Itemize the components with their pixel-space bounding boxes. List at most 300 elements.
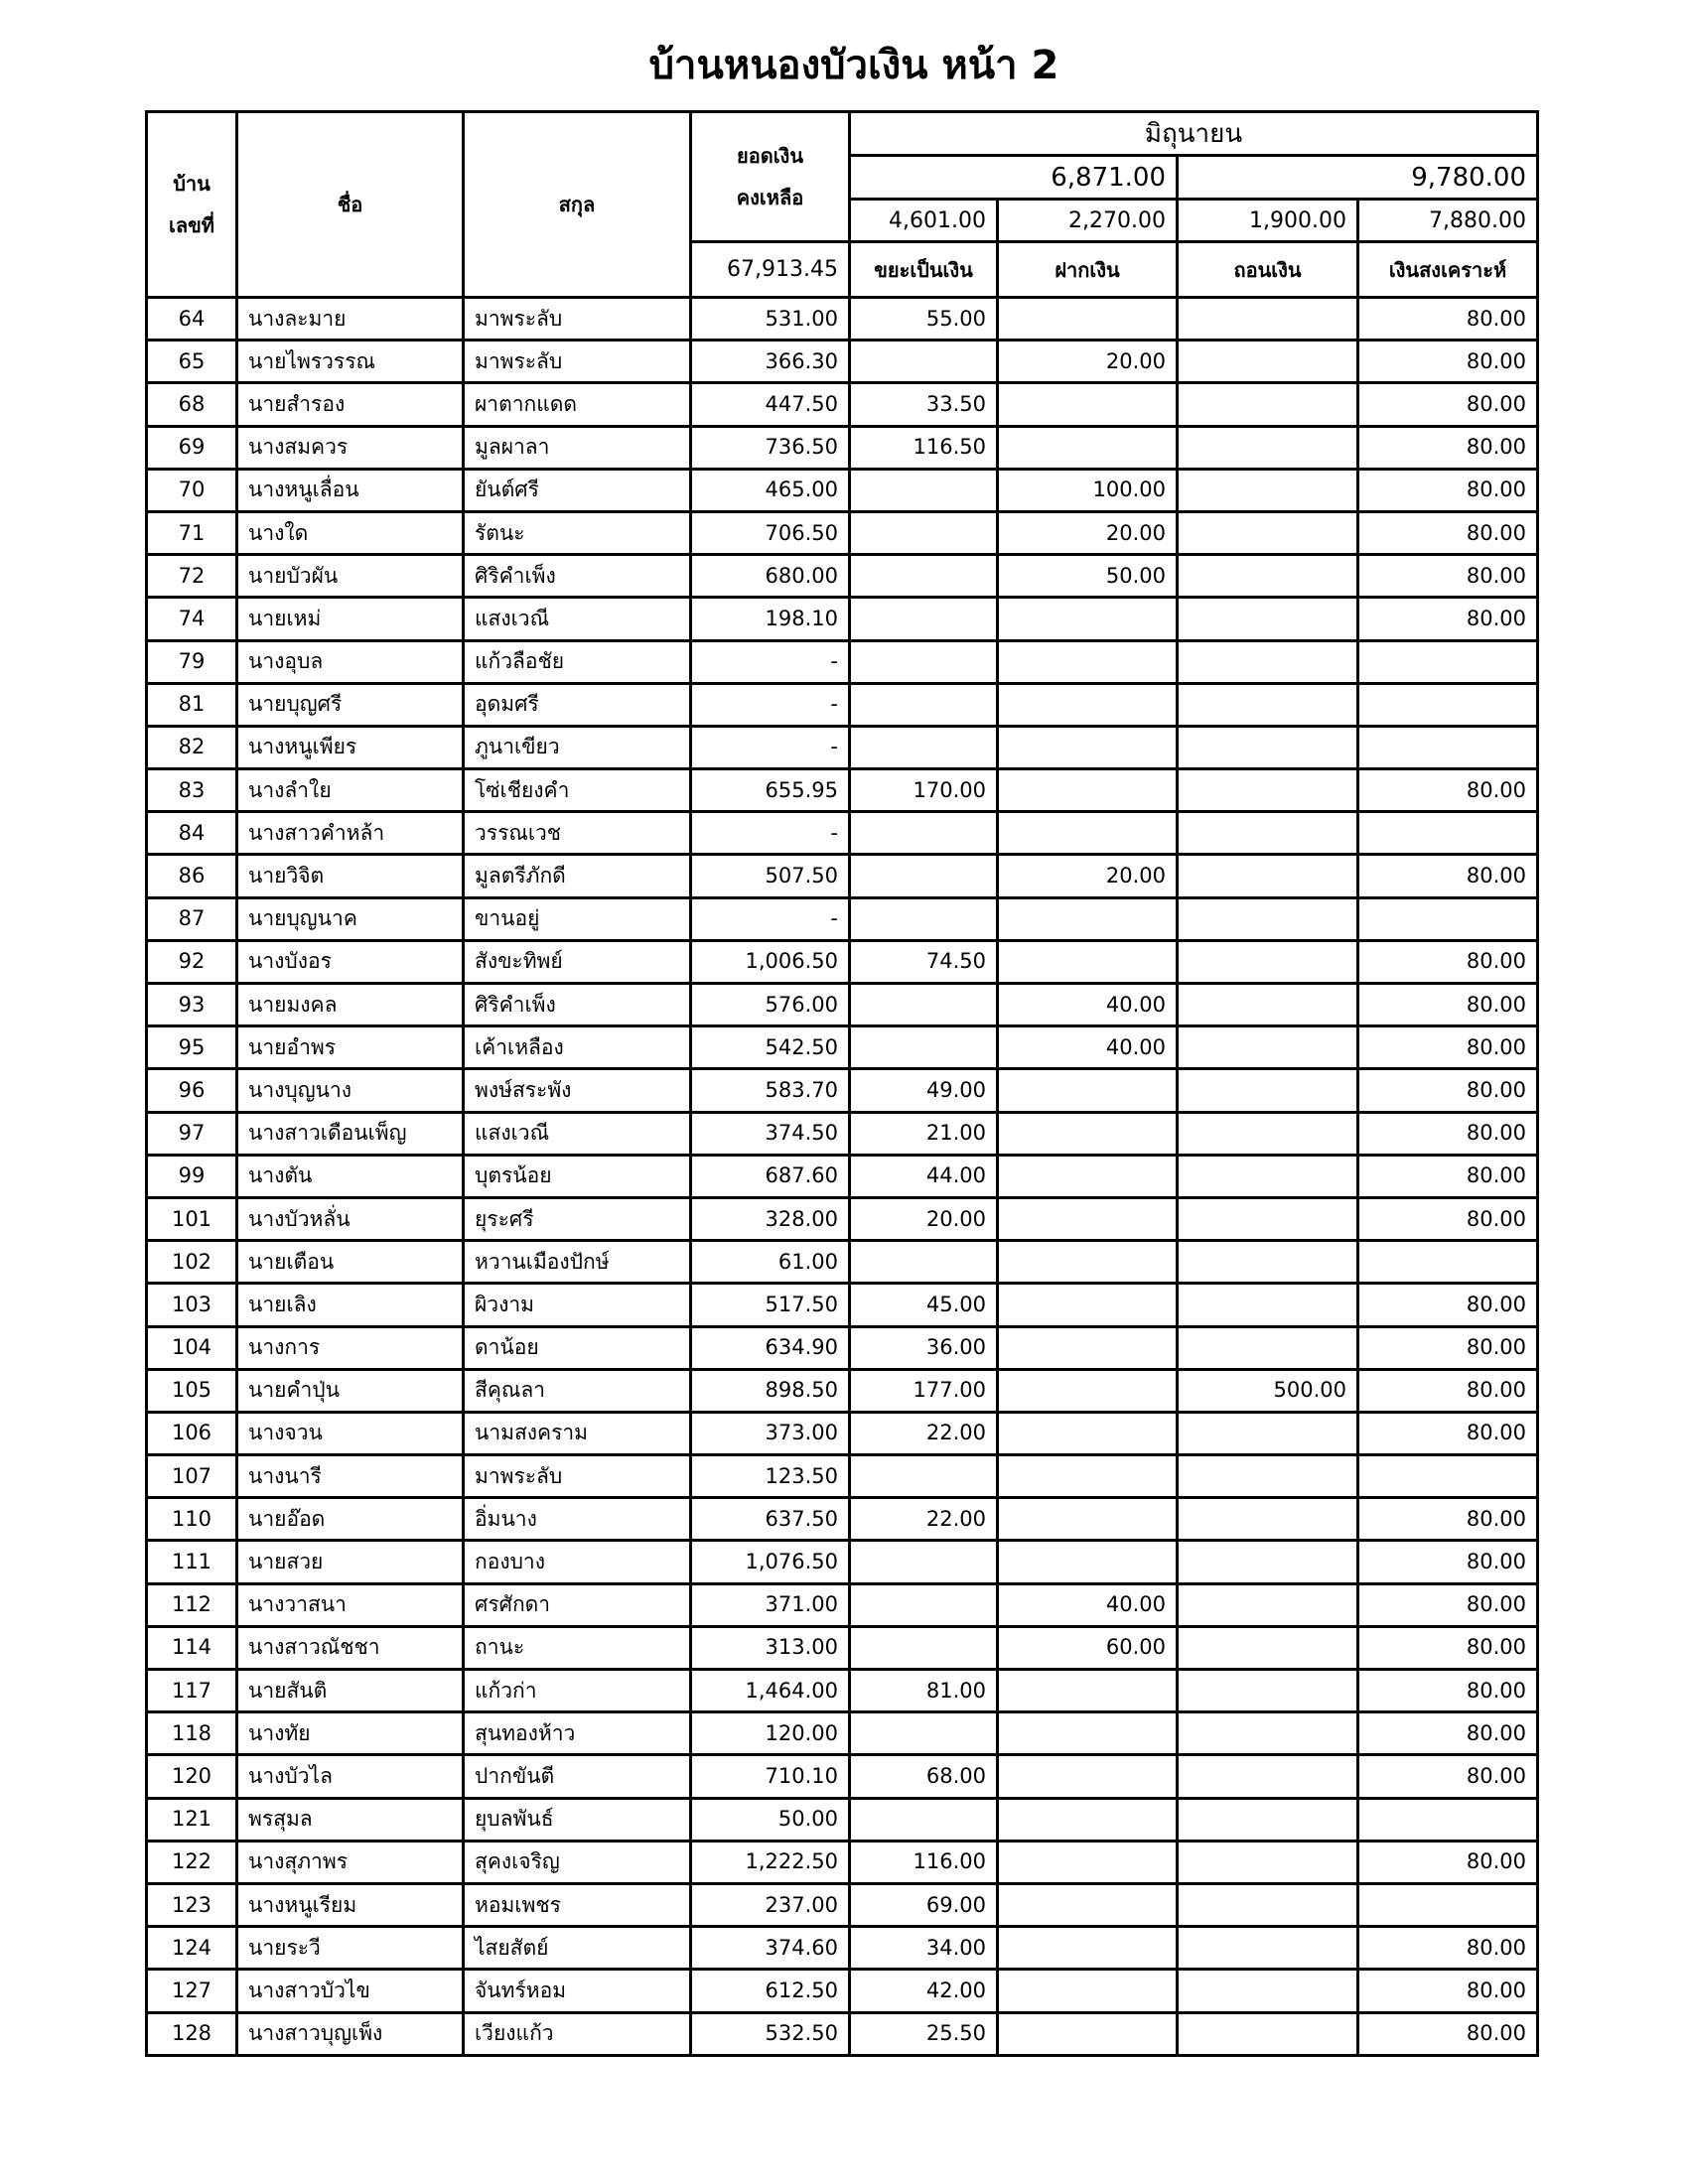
withdraw-cell	[1178, 1927, 1358, 1970]
waste-cell: 22.00	[850, 1412, 998, 1454]
table-row	[147, 469, 1538, 511]
welfare-cell: 80.00	[1358, 984, 1538, 1026]
name-cell: นางสาวบัวไข	[237, 1970, 464, 2012]
welfare-cell: 80.00	[1358, 1670, 1538, 1712]
waste-cell	[850, 1583, 998, 1626]
house-number-cell: 106	[147, 1412, 237, 1454]
withdraw-cell	[1178, 1498, 1358, 1541]
welfare-cell	[1358, 1455, 1538, 1498]
table-row	[147, 769, 1538, 812]
deposit-cell: 20.00	[998, 855, 1178, 897]
table-row	[147, 984, 1538, 1026]
deposit-cell	[998, 1927, 1178, 1970]
house-number-cell: 99	[147, 1155, 237, 1197]
waste-cell: 22.00	[850, 1498, 998, 1541]
house-number-cell: 112	[147, 1583, 237, 1626]
name-cell: นางสุภาพร	[237, 1841, 464, 1883]
waste-cell	[850, 1026, 998, 1069]
waste-cell	[850, 1626, 998, 1669]
house-number-cell: 97	[147, 1112, 237, 1155]
welfare-cell: 80.00	[1358, 1026, 1538, 1069]
withdraw-cell	[1178, 812, 1358, 855]
withdraw-cell	[1178, 855, 1358, 897]
waste-cell	[850, 1541, 998, 1583]
balance-cell: 120.00	[691, 1712, 850, 1755]
name-header: ชื่อ	[237, 112, 464, 298]
surname-cell: แสงเวณี	[464, 1112, 691, 1155]
balance-cell: -	[691, 726, 850, 768]
withdraw-cell	[1178, 640, 1358, 683]
withdraw-cell	[1178, 1626, 1358, 1669]
balance-cell: 706.50	[691, 511, 850, 554]
withdraw-cell	[1178, 1112, 1358, 1155]
surname-cell: มูลตรีภักดี	[464, 855, 691, 897]
table-row	[147, 1369, 1538, 1412]
deposit-cell	[998, 726, 1178, 768]
deposit-cell	[998, 1069, 1178, 1112]
balance-cell: 1,076.50	[691, 1541, 850, 1583]
house-number-cell: 111	[147, 1541, 237, 1583]
welfare-cell	[1358, 640, 1538, 683]
balance-cell: 583.70	[691, 1069, 850, 1112]
name-cell: นางสาวบุญเพ็ง	[237, 2012, 464, 2055]
table-row	[147, 1798, 1538, 1841]
welfare-cell: 80.00	[1358, 1155, 1538, 1197]
deposit-cell	[998, 298, 1178, 341]
surname-cell: ศรศักดา	[464, 1583, 691, 1626]
welfare-cell: 80.00	[1358, 769, 1538, 812]
name-cell: นางตัน	[237, 1155, 464, 1197]
deposit-cell	[998, 1712, 1178, 1755]
welfare-cell	[1358, 683, 1538, 726]
house-number-cell: 81	[147, 683, 237, 726]
withdraw-cell	[1178, 1197, 1358, 1240]
surname-cell: ผาตากแดด	[464, 383, 691, 426]
welfare-cell: 80.00	[1358, 298, 1538, 341]
table-header	[147, 112, 1538, 298]
withdraw-cell	[1178, 1970, 1358, 2012]
deposit-cell	[998, 640, 1178, 683]
waste-cell: 170.00	[850, 769, 998, 812]
name-cell: นางใด	[237, 511, 464, 554]
name-cell: พรสุมล	[237, 1798, 464, 1841]
balance-cell: 374.60	[691, 1927, 850, 1970]
surname-cell: พงษ์สระพัง	[464, 1069, 691, 1112]
balance-cell: 1,222.50	[691, 1841, 850, 1883]
balance-cell: 61.00	[691, 1241, 850, 1284]
surname-cell: มาพระลับ	[464, 1455, 691, 1498]
withdraw-cell	[1178, 555, 1358, 598]
deposit-cell	[998, 1241, 1178, 1284]
waste-cell	[850, 598, 998, 640]
surname-cell: สุนทองห้าว	[464, 1712, 691, 1755]
balance-cell: 313.00	[691, 1626, 850, 1669]
table-row	[147, 2012, 1538, 2055]
table-row	[147, 812, 1538, 855]
waste-cell: 74.50	[850, 940, 998, 983]
waste-cell: 81.00	[850, 1670, 998, 1712]
waste-cell: 21.00	[850, 1112, 998, 1155]
withdraw-cell	[1178, 511, 1358, 554]
welfare-cell: 80.00	[1358, 1069, 1538, 1112]
surname-cell: ดาน้อย	[464, 1326, 691, 1369]
balance-cell: 710.10	[691, 1755, 850, 1798]
deposit-cell	[998, 1284, 1178, 1326]
balance-cell: 517.50	[691, 1284, 850, 1326]
name-cell: นายคำปุ่น	[237, 1369, 464, 1412]
surname-cell: แก้วก่า	[464, 1670, 691, 1712]
welfare-cell: 80.00	[1358, 1970, 1538, 2012]
balance-cell: 1,006.50	[691, 940, 850, 983]
balance-cell: 687.60	[691, 1155, 850, 1197]
welfare-cell	[1358, 1883, 1538, 1926]
withdraw-header: ถอนเงิน	[1178, 242, 1358, 298]
withdraw-cell	[1178, 726, 1358, 768]
name-cell: นางการ	[237, 1326, 464, 1369]
waste-cell: 36.00	[850, 1326, 998, 1369]
name-cell: นางสาวคำหล้า	[237, 812, 464, 855]
balance-cell: 655.95	[691, 769, 850, 812]
deposit-cell	[998, 1326, 1178, 1369]
house-number-cell: 69	[147, 426, 237, 469]
surname-cell: ยุระศรี	[464, 1197, 691, 1240]
house-number-cell: 79	[147, 640, 237, 683]
house-number-cell: 95	[147, 1026, 237, 1069]
table-row	[147, 1626, 1538, 1669]
house-number-header-line1: บ้าน	[173, 172, 211, 196]
house-number-cell: 105	[147, 1369, 237, 1412]
deposit-cell	[998, 2012, 1178, 2055]
surname-cell: นามสงคราม	[464, 1412, 691, 1454]
name-cell: นางละมาย	[237, 298, 464, 341]
waste-cell: 20.00	[850, 1197, 998, 1240]
welfare-cell: 80.00	[1358, 1197, 1538, 1240]
name-cell: นางนารี	[237, 1455, 464, 1498]
savings-ledger-table	[145, 110, 1539, 2057]
header-row-month	[147, 112, 1538, 156]
welfare-cell: 80.00	[1358, 1369, 1538, 1412]
withdraw-total: 1,900.00	[1178, 200, 1358, 242]
balance-cell: 531.00	[691, 298, 850, 341]
waste-cell	[850, 897, 998, 940]
surname-cell: ศิริคำเพ็ง	[464, 555, 691, 598]
balance-cell: -	[691, 812, 850, 855]
balance-cell: 328.00	[691, 1197, 850, 1240]
deposit-cell: 40.00	[998, 984, 1178, 1026]
house-number-cell: 71	[147, 511, 237, 554]
table-row	[147, 511, 1538, 554]
name-cell: นายเลิง	[237, 1284, 464, 1326]
deposit-cell: 60.00	[998, 1626, 1178, 1669]
welfare-cell: 80.00	[1358, 383, 1538, 426]
table-row	[147, 598, 1538, 640]
welfare-cell: 80.00	[1358, 1326, 1538, 1369]
name-cell: นายสวย	[237, 1541, 464, 1583]
withdraw-cell	[1178, 940, 1358, 983]
welfare-cell: 80.00	[1358, 1112, 1538, 1155]
house-number-cell: 93	[147, 984, 237, 1026]
withdraw-cell	[1178, 984, 1358, 1026]
waste-cell: 42.00	[850, 1970, 998, 2012]
balance-cell: 447.50	[691, 383, 850, 426]
surname-cell: ยุบลพันธ์	[464, 1798, 691, 1841]
deposit-cell	[998, 812, 1178, 855]
table-row	[147, 1755, 1538, 1798]
waste-cell: 45.00	[850, 1284, 998, 1326]
name-cell: นายวิจิต	[237, 855, 464, 897]
waste-cell: 116.00	[850, 1841, 998, 1883]
surname-cell: แสงเวณี	[464, 598, 691, 640]
withdraw-cell	[1178, 1326, 1358, 1369]
waste-cell: 68.00	[850, 1755, 998, 1798]
surname-cell: ขานอยู่	[464, 897, 691, 940]
balance-cell: -	[691, 640, 850, 683]
waste-cell: 44.00	[850, 1155, 998, 1197]
welfare-cell: 80.00	[1358, 426, 1538, 469]
withdraw-cell: 500.00	[1178, 1369, 1358, 1412]
welfare-cell: 80.00	[1358, 855, 1538, 897]
house-number-cell: 103	[147, 1284, 237, 1326]
balance-cell: 576.00	[691, 984, 850, 1026]
balance-cell: 374.50	[691, 1112, 850, 1155]
table-row	[147, 855, 1538, 897]
deposit-total: 2,270.00	[998, 200, 1178, 242]
surname-cell: โซ่เชียงคำ	[464, 769, 691, 812]
table-row	[147, 640, 1538, 683]
table-row	[147, 1026, 1538, 1069]
welfare-cell: 80.00	[1358, 1583, 1538, 1626]
house-number-cell: 114	[147, 1626, 237, 1669]
balance-cell: 634.90	[691, 1326, 850, 1369]
welfare-cell	[1358, 1241, 1538, 1284]
deposit-cell	[998, 1670, 1178, 1712]
table-row	[147, 683, 1538, 726]
name-cell: นางหนูเพียร	[237, 726, 464, 768]
withdraw-cell	[1178, 298, 1358, 341]
name-cell: นางบัวไล	[237, 1755, 464, 1798]
table-row	[147, 1841, 1538, 1883]
house-number-cell: 65	[147, 341, 237, 383]
surname-cell: มาพระลับ	[464, 298, 691, 341]
surname-cell: อุดมศรี	[464, 683, 691, 726]
surname-cell: จันทร์หอม	[464, 1970, 691, 2012]
table-row	[147, 341, 1538, 383]
house-number-cell: 124	[147, 1927, 237, 1970]
withdraw-cell	[1178, 769, 1358, 812]
surname-cell: สีคุณลา	[464, 1369, 691, 1412]
balance-cell: 736.50	[691, 426, 850, 469]
table-row	[147, 298, 1538, 341]
name-cell: นางจวน	[237, 1412, 464, 1454]
waste-cell: 69.00	[850, 1883, 998, 1926]
house-number-cell: 118	[147, 1712, 237, 1755]
house-number-cell: 87	[147, 897, 237, 940]
table-body	[147, 298, 1538, 2056]
balance-header-line2: คงเหลือ	[736, 186, 804, 209]
deposit-cell	[998, 1197, 1178, 1240]
name-cell: นายสันติ	[237, 1670, 464, 1712]
welfare-cell: 80.00	[1358, 1498, 1538, 1541]
welfare-cell	[1358, 726, 1538, 768]
house-number-header-line2: เลขที่	[169, 213, 214, 237]
table-row	[147, 1455, 1538, 1498]
deposit-cell	[998, 1498, 1178, 1541]
table-row	[147, 897, 1538, 940]
house-number-cell: 110	[147, 1498, 237, 1541]
name-cell: นางหนูเรียม	[237, 1883, 464, 1926]
table-row	[147, 1284, 1538, 1326]
deposit-cell: 50.00	[998, 555, 1178, 598]
waste-cell	[850, 984, 998, 1026]
balance-cell: 542.50	[691, 1026, 850, 1069]
house-number-cell: 122	[147, 1841, 237, 1883]
table-row	[147, 1069, 1538, 1112]
name-cell: นางทัย	[237, 1712, 464, 1755]
withdraw-cell	[1178, 1712, 1358, 1755]
table-row	[147, 426, 1538, 469]
waste-cell	[850, 683, 998, 726]
name-cell: นางบังอร	[237, 940, 464, 983]
waste-cell: 34.00	[850, 1927, 998, 1970]
withdraw-cell	[1178, 598, 1358, 640]
table-row	[147, 940, 1538, 983]
name-cell: นายอ๊อด	[237, 1498, 464, 1541]
waste-cell	[850, 555, 998, 598]
welfare-cell: 80.00	[1358, 1541, 1538, 1583]
house-number-cell: 83	[147, 769, 237, 812]
surname-cell: เค้าเหลือง	[464, 1026, 691, 1069]
house-number-cell: 127	[147, 1970, 237, 2012]
welfare-header: เงินสงเคราะห์	[1358, 242, 1538, 298]
welfare-cell: 80.00	[1358, 555, 1538, 598]
surname-cell: ไสยสัตย์	[464, 1927, 691, 1970]
welfare-cell: 80.00	[1358, 940, 1538, 983]
surname-cell: วรรณเวช	[464, 812, 691, 855]
surname-cell: บุตรน้อย	[464, 1155, 691, 1197]
house-number-cell: 86	[147, 855, 237, 897]
welfare-cell: 80.00	[1358, 469, 1538, 511]
surname-cell: ถานะ	[464, 1626, 691, 1669]
deposit-cell	[998, 1541, 1178, 1583]
deposit-cell: 100.00	[998, 469, 1178, 511]
withdraw-cell	[1178, 683, 1358, 726]
balance-cell: -	[691, 897, 850, 940]
name-cell: นางหนูเลื่อน	[237, 469, 464, 511]
surname-cell: ยันต์ศรี	[464, 469, 691, 511]
welfare-cell: 80.00	[1358, 1284, 1538, 1326]
deposit-cell	[998, 1112, 1178, 1155]
surname-cell: มาพระลับ	[464, 341, 691, 383]
waste-cell	[850, 726, 998, 768]
table-row	[147, 1583, 1538, 1626]
name-cell: นายเตือน	[237, 1241, 464, 1284]
withdraw-cell	[1178, 1026, 1358, 1069]
deposit-cell	[998, 1155, 1178, 1197]
withdraw-cell	[1178, 2012, 1358, 2055]
balance-cell: 465.00	[691, 469, 850, 511]
welfare-cell: 80.00	[1358, 511, 1538, 554]
house-number-cell: 107	[147, 1455, 237, 1498]
house-number-cell: 68	[147, 383, 237, 426]
name-cell: นางบัวหลั่น	[237, 1197, 464, 1240]
welfare-cell: 80.00	[1358, 598, 1538, 640]
house-number-cell: 120	[147, 1755, 237, 1798]
waste-cell	[850, 1455, 998, 1498]
withdraw-cell	[1178, 1541, 1358, 1583]
welfare-cell	[1358, 812, 1538, 855]
surname-cell: สังขะทิพย์	[464, 940, 691, 983]
deposit-cell	[998, 383, 1178, 426]
withdraw-cell	[1178, 426, 1358, 469]
withdraw-cell	[1178, 469, 1358, 511]
name-cell: นางบุญนาง	[237, 1069, 464, 1112]
house-number-cell: 102	[147, 1241, 237, 1284]
name-cell: นางสาวเดือนเพ็ญ	[237, 1112, 464, 1155]
house-number-cell: 72	[147, 555, 237, 598]
withdraw-cell	[1178, 383, 1358, 426]
welfare-cell: 80.00	[1358, 2012, 1538, 2055]
withdraw-cell	[1178, 341, 1358, 383]
house-number-cell: 64	[147, 298, 237, 341]
surname-cell: มูลผาลา	[464, 426, 691, 469]
surname-cell: อิ่มนาง	[464, 1498, 691, 1541]
withdraw-cell	[1178, 1841, 1358, 1883]
waste-cell	[850, 511, 998, 554]
table-row	[147, 1670, 1538, 1712]
surname-cell: รัตนะ	[464, 511, 691, 554]
table-row	[147, 383, 1538, 426]
waste-cell	[850, 1712, 998, 1755]
deposit-cell	[998, 897, 1178, 940]
welfare-cell: 80.00	[1358, 1927, 1538, 1970]
group-total-right: 9,780.00	[1178, 156, 1538, 200]
waste-cell: 49.00	[850, 1069, 998, 1112]
withdraw-cell	[1178, 1755, 1358, 1798]
withdraw-cell	[1178, 1069, 1358, 1112]
table-row	[147, 555, 1538, 598]
withdraw-cell	[1178, 1798, 1358, 1841]
house-number-cell: 70	[147, 469, 237, 511]
waste-cell: 55.00	[850, 298, 998, 341]
deposit-cell	[998, 1455, 1178, 1498]
balance-total: 67,913.45	[691, 242, 850, 298]
deposit-cell	[998, 598, 1178, 640]
surname-cell: สุคงเจริญ	[464, 1841, 691, 1883]
name-cell: นายสำรอง	[237, 383, 464, 426]
balance-cell: 612.50	[691, 1970, 850, 2012]
table-row	[147, 1197, 1538, 1240]
table-row	[147, 1155, 1538, 1197]
welfare-cell: 80.00	[1358, 1712, 1538, 1755]
house-number-header	[147, 112, 237, 298]
table-row	[147, 726, 1538, 768]
surname-cell: ภูนาเขียว	[464, 726, 691, 768]
page-title: บ้านหนองบัวเงิน หน้า 2	[648, 43, 1059, 88]
balance-cell: 532.50	[691, 2012, 850, 2055]
deposit-cell: 20.00	[998, 511, 1178, 554]
deposit-cell: 40.00	[998, 1583, 1178, 1626]
welfare-cell: 80.00	[1358, 341, 1538, 383]
waste-cell: 33.50	[850, 383, 998, 426]
waste-cell	[850, 812, 998, 855]
withdraw-cell	[1178, 1284, 1358, 1326]
group-total-left: 6,871.00	[850, 156, 1178, 200]
surname-cell: เวียงแก้ว	[464, 2012, 691, 2055]
deposit-header: ฝากเงิน	[998, 242, 1178, 298]
waste-cell	[850, 640, 998, 683]
balance-cell: 1,464.00	[691, 1670, 850, 1712]
welfare-cell	[1358, 897, 1538, 940]
